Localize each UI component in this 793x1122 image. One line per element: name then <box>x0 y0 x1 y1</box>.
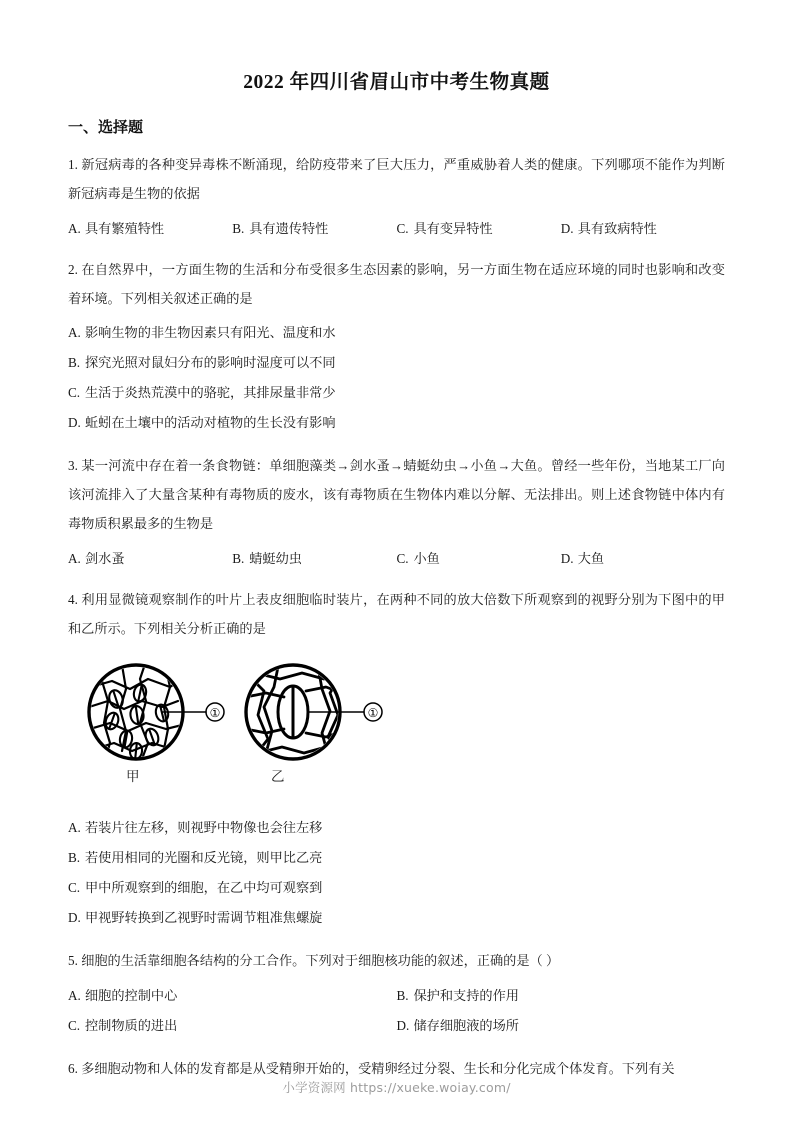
option-b[interactable] <box>232 545 396 572</box>
question-stem: 2. 在自然界中，一方面生物的生活和分布受很多生态因素的影响，另一方面生物在适应环境的同时也影响和改变着环境。下列相关叙述正确的是 <box>68 262 725 306</box>
option-a[interactable] <box>68 981 397 1011</box>
option-letter: C. <box>68 1018 81 1033</box>
option-letter: D. <box>560 551 574 566</box>
option-letter: B. <box>396 988 409 1003</box>
footer-watermark: 小学资源网 https://xueke.woiay.com/ <box>282 1080 511 1095</box>
option-c[interactable] <box>397 215 561 242</box>
option-text: 具有致病特性 <box>577 221 657 236</box>
option-letter: D. <box>396 1018 410 1033</box>
option-text: 探究光照对鼠妇分布的影响时湿度可以不同 <box>85 355 336 370</box>
option-a[interactable] <box>68 215 232 242</box>
option-d[interactable] <box>561 215 725 242</box>
callout-left-label: ① <box>209 706 221 720</box>
option-c[interactable] <box>68 1011 397 1041</box>
question-stem: 5. 细胞的生活靠细胞各结构的分工合作。下列对于细胞核功能的叙述，正确的是（ ） <box>68 953 560 968</box>
option-b[interactable] <box>397 981 726 1011</box>
option-text: 具有繁殖特性 <box>85 221 165 236</box>
option-letter: A. <box>68 820 81 835</box>
option-letter: B. <box>232 221 245 236</box>
option-letter: A. <box>68 221 81 236</box>
option-letter: D. <box>68 910 81 925</box>
option-d[interactable] <box>561 545 725 572</box>
option-letter: B. <box>232 551 245 566</box>
option-text: 保护和支持的作用 <box>413 988 519 1003</box>
option-text: 影响生物的非生物因素只有阳光、温度和水 <box>85 325 336 340</box>
option-b[interactable] <box>68 843 725 873</box>
stoma <box>107 688 125 709</box>
option-list <box>68 813 725 933</box>
option-letter: C. <box>396 221 409 236</box>
option-text: 生活于炎热荒漠中的骆驼，其排尿量非常少 <box>85 385 336 400</box>
option-grid <box>68 981 725 1041</box>
option-text: 甲中所观察到的细胞，在乙中均可观察到 <box>85 880 323 895</box>
question-stem: 6. 多细胞动物和人体的发育都是从受精卵开始的，受精卵经过分裂、生长和分化完成个体发育。下列有关 <box>68 1061 675 1076</box>
option-letter: A. <box>68 551 81 566</box>
option-text: 控制物质的进出 <box>85 1018 178 1033</box>
question-2 <box>68 255 725 438</box>
option-text: 小鱼 <box>413 551 440 566</box>
option-d[interactable] <box>397 1011 726 1041</box>
option-b[interactable] <box>232 215 396 242</box>
figure-caption-right: 乙 <box>271 769 285 784</box>
option-letter: C. <box>396 551 409 566</box>
option-text: 蜻蜓幼虫 <box>249 551 302 566</box>
option-letter: C. <box>68 385 81 400</box>
question-stem: 3. 某一河流中存在着一条食物链：单细胞藻类→剑水蚤→蜻蜓幼虫→小鱼→大鱼。曾经一些年份，当地某工厂向该河流排入了大量含某种有毒物质的废水，该有毒物质在生物体内难以分解、无法排出。则上述食物链中体内有毒物质积累最多的生物是 <box>68 458 725 531</box>
question-stem: 4. 利用显微镜观察制作的叶片上表皮细胞临时装片，在两种不同的放大倍数下所观察到的视野分别为下图中的甲和乙所示。下列相关分析正确的是 <box>68 592 725 636</box>
option-d[interactable] <box>68 408 725 438</box>
option-d[interactable] <box>68 903 725 933</box>
option-letter: B. <box>68 355 81 370</box>
question-1 <box>68 150 725 242</box>
option-text: 具有变异特性 <box>413 221 493 236</box>
option-text: 若装片往左移，则视野中物像也会往左移 <box>85 820 323 835</box>
option-a[interactable] <box>68 318 725 348</box>
option-a[interactable] <box>68 545 232 572</box>
option-text: 具有遗传特性 <box>249 221 329 236</box>
option-b[interactable] <box>68 348 725 378</box>
option-text: 细胞的控制中心 <box>85 988 178 1003</box>
question-4 <box>68 585 725 933</box>
option-letter: D. <box>68 415 81 430</box>
option-a[interactable] <box>68 813 725 843</box>
microscope-fields-figure <box>68 657 725 807</box>
question-stem: 1. 新冠病毒的各种变异毒株不断涌现，给防疫带来了巨大压力，严重威胁着人类的健康。下列哪项不能作为判断新冠病毒是生物的依据 <box>68 157 725 201</box>
option-text: 蚯蚓在土壤中的活动对植物的生长没有影响 <box>85 415 336 430</box>
option-c[interactable] <box>397 545 561 572</box>
option-text: 大鱼 <box>577 551 605 566</box>
option-letter: A. <box>68 325 81 340</box>
option-letter: D. <box>560 221 574 236</box>
callout-right-label: ① <box>367 706 379 720</box>
option-c[interactable] <box>68 378 725 408</box>
option-list <box>68 318 725 438</box>
option-text: 储存细胞液的场所 <box>413 1018 519 1033</box>
section-heading: 一、选择题 <box>68 120 144 136</box>
page-title: 2022 年四川省眉山市中考生物真题 <box>243 72 550 93</box>
option-row <box>68 215 725 242</box>
option-text: 若使用相同的光圈和反光镜，则甲比乙亮 <box>85 850 323 865</box>
option-letter: C. <box>68 880 81 895</box>
option-c[interactable] <box>68 873 725 903</box>
question-5 <box>68 946 725 1041</box>
option-letter: B. <box>68 850 81 865</box>
figure-caption-left: 甲 <box>126 769 140 784</box>
option-text: 剑水蚤 <box>85 551 125 566</box>
question-3 <box>68 451 725 572</box>
option-text: 甲视野转换到乙视野时需调节粗准焦螺旋 <box>85 910 323 925</box>
microscope-view-svg <box>78 657 398 777</box>
option-row <box>68 545 725 572</box>
option-letter: A. <box>68 988 81 1003</box>
